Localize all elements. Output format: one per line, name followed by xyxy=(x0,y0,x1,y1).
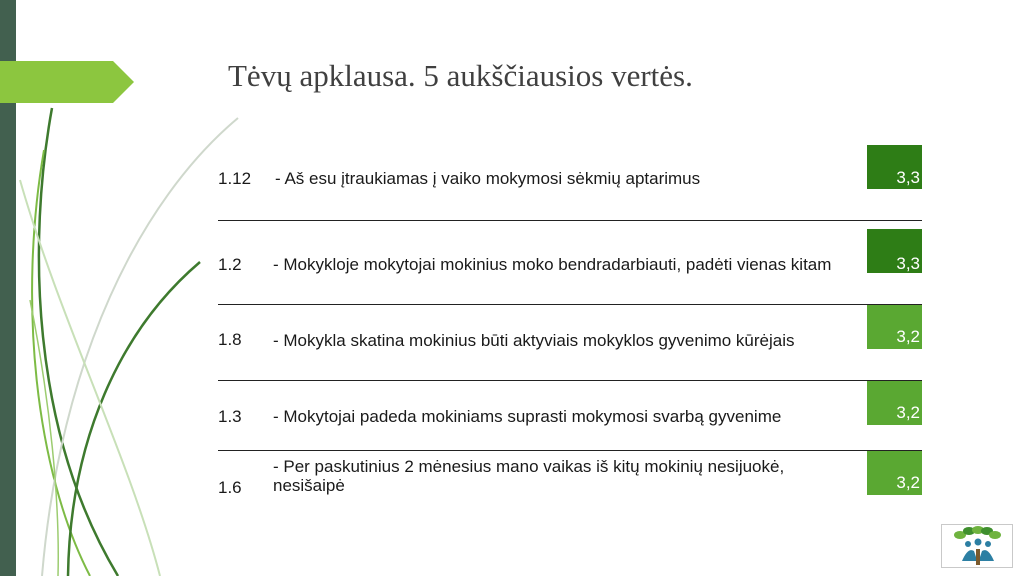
slide-title: Tėvų apklausa. 5 aukščiausios vertės. xyxy=(228,58,693,93)
item-number: 1.6 xyxy=(218,478,242,497)
score-cell: 3,3 xyxy=(867,145,922,189)
table-row xyxy=(218,229,922,305)
row-divider xyxy=(218,220,922,221)
item-text: - Mokytojai padeda mokiniams suprasti mokymosi svarbą gyvenime xyxy=(273,407,782,426)
school-logo xyxy=(941,524,1013,568)
item-text: - Aš esu įtraukiamas į vaiko mokymosi sėkmių aptarimus xyxy=(275,169,701,188)
score-cell: 3,2 xyxy=(867,451,922,495)
table-row xyxy=(218,305,922,381)
item-number: 1.2 xyxy=(218,255,242,274)
score-cell: 3,3 xyxy=(867,229,922,273)
item-text: - Mokykloje mokytojai mokinius moko bendradarbiauti, padėti vienas kitam xyxy=(273,255,832,274)
table-row xyxy=(218,451,922,501)
table-row xyxy=(218,381,922,451)
item-number: 1.8 xyxy=(218,330,242,349)
score-cell: 3,2 xyxy=(867,305,922,349)
item-number: 1.3 xyxy=(218,407,242,426)
item-text: - Mokykla skatina mokinius būti aktyviais mokyklos gyvenimo kūrėjais xyxy=(273,331,795,350)
item-text: - Per paskutinius 2 mėnesius mano vaikas iš kitų mokinių nesijuokė, nesišaipė xyxy=(273,457,785,495)
score-cell: 3,2 xyxy=(867,381,922,425)
people-tree-logo-icon xyxy=(942,525,1012,567)
accent-arrow-tab xyxy=(0,61,134,103)
item-number: 1.12 xyxy=(218,169,252,188)
table-row xyxy=(218,145,922,221)
